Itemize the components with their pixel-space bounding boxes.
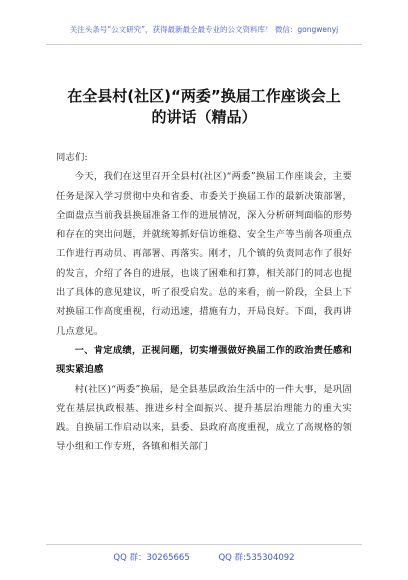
title-line-1: 在全县村(社区)“两委”换届工作座谈会上 xyxy=(67,87,341,105)
footer-qq-group-1: QQ 群：30265665 xyxy=(113,553,190,563)
document-body xyxy=(56,148,352,457)
footer-qq-group-2: QQ 群:535304092 xyxy=(218,553,295,563)
paragraph-intro: 今天，我们在这里召开全县村(社区)“两委”换届工作座谈会，主要任务是深入学习贯彻中央和省委、市委关于换届工作的最新决策部署，全面盘点当前我县换届准备工作的进展情况，深入分析研判面临的形势和存在的突出问题，并就统筹抓好信访维稳、安全生产等当前各项重点工作进行再动员、再部署、再落实。刚才，几个镇的负责同志作了很好的发言，介绍了各自的进展，也谈了困难和打算，相关部门的同志也提出了具体的意见建议，听了很受启发。总的来看，前一阶段，全县上下对换届工作高度重视，行动迅速，措施有力，开局良好。下面，我再讲几点意见。 xyxy=(56,171,352,337)
header-notice: 关注头条号“公文研究”，获得最新最全最专业的公文资料库！ 微信：gongwenyj xyxy=(69,25,339,34)
section-heading-1: 一、肯定成绩，正视问题，切实增强做好换届工作的政治责任感和现实紧迫感 xyxy=(56,344,352,376)
paragraph-section-1: 村(社区)“两委”换届，是全县基层政治生活中的一件大事，是巩固党在基层执政根基、推进乡村全面振兴、提升基层治理能力的重大实践。自换届工作启动以来，县委、县政府高度重视，成立了高规格的领导小组和工作专班，各镇和相关部门 xyxy=(56,383,352,453)
header-divider xyxy=(46,44,362,45)
footer xyxy=(0,551,408,563)
title-line-2: 的讲话（精品） xyxy=(151,108,257,126)
footer-divider xyxy=(46,544,362,545)
greeting: 同志们: xyxy=(56,152,88,163)
page-title xyxy=(40,86,368,128)
